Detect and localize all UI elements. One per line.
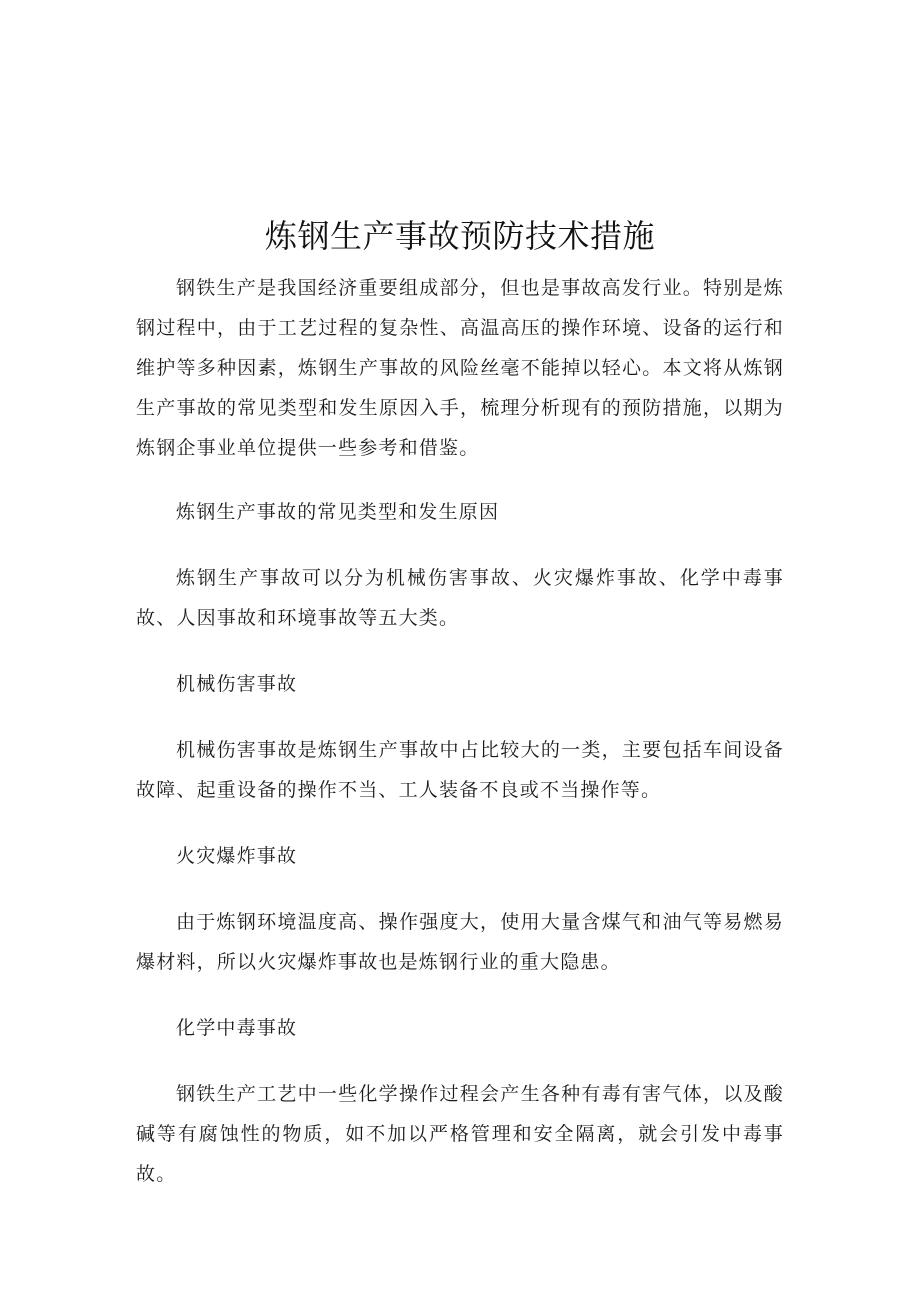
section-body-mechanical: 机械伤害事故是炼钢生产事故中占比较大的一类，主要包括车间设备故障、起重设备的操作不当、工人装备不良或不当操作等。 <box>136 739 784 801</box>
section-body-fire: 由于炼钢环境温度高、操作强度大，使用大量含煤气和油气等易燃易爆材料，所以火灾爆炸事故也是炼钢行业的重大隐患。 <box>136 911 784 973</box>
section-heading-chemical: 化学中毒事故 <box>176 1017 298 1039</box>
intro-paragraph: 钢铁生产是我国经济重要组成部分，但也是事故高发行业。特别是炼钢过程中，由于工艺过程的复杂性、高温高压的操作环境、设备的运行和维护等多种因素，炼钢生产事故的风险丝毫不能掉以轻心。本文将从炼钢生产事故的常见类型和发生原因入手，梳理分析现有的预防措施，以期为炼钢企事业单位提供一些参考和借鉴。 <box>136 277 784 459</box>
section-heading-fire: 火灾爆炸事故 <box>176 845 298 867</box>
section-heading-causes: 炼钢生产事故的常见类型和发生原因 <box>176 501 500 523</box>
section-heading-mechanical: 机械伤害事故 <box>176 673 298 695</box>
section-body-chemical: 钢铁生产工艺中一些化学操作过程会产生各种有毒有害气体，以及酸碱等有腐蚀性的物质，如不加以严格管理和安全隔离，就会引发中毒事故。 <box>136 1083 784 1185</box>
document-title: 炼钢生产事故预防技术措施 <box>264 217 655 255</box>
section-body-causes: 炼钢生产事故可以分为机械伤害事故、火灾爆炸事故、化学中毒事故、人因事故和环境事故等五大类。 <box>136 567 784 629</box>
document-content <box>136 210 784 1220</box>
